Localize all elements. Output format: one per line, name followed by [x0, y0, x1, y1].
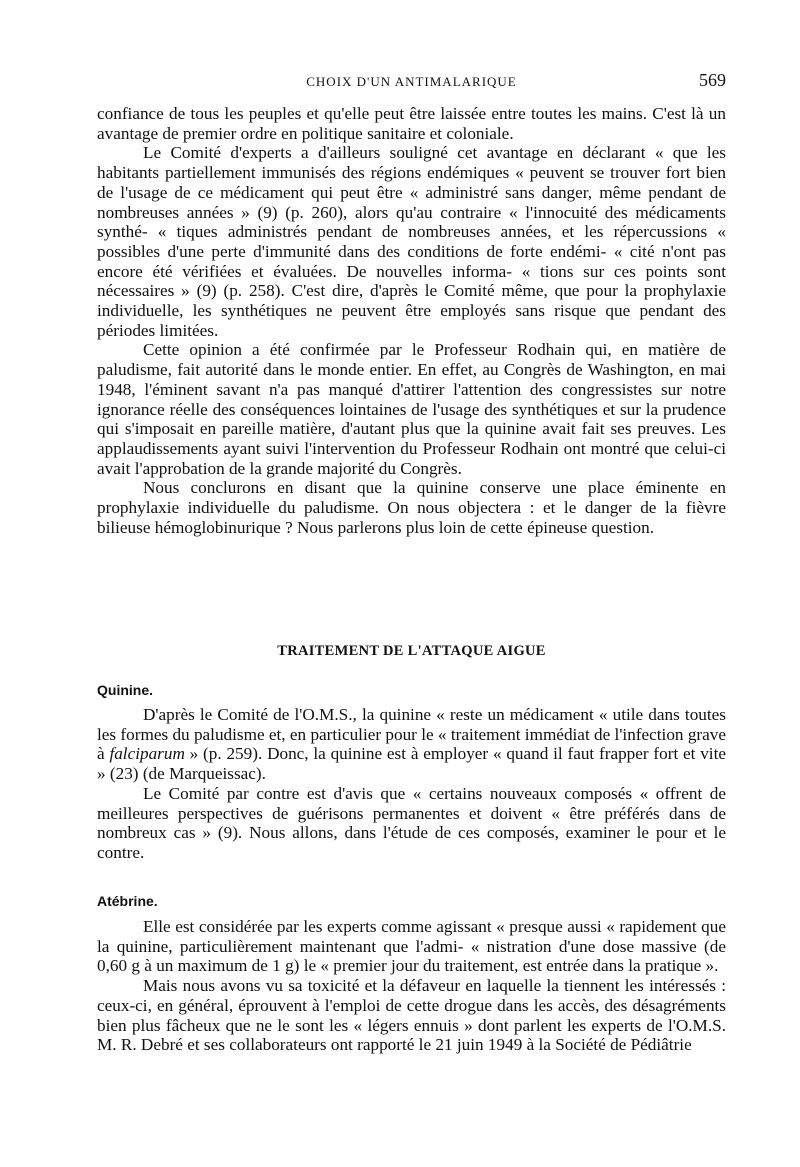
section-title: TRAITEMENT DE L'ATTAQUE AIGUE [277, 643, 546, 659]
paragraph: Le Comité par contre est d'avis que « certains nouveaux composés « offrent de meilleures perspectives de guérisons permanentes et doivent « être préférés dans de nombreux cas » (9). Nous allons, dans l'étude de ces composés, examiner le pour et le contre. [97, 783, 726, 862]
page-number: 569 [699, 70, 726, 90]
paragraph: Le Comité d'experts a d'ailleurs souligné cet avantage en déclarant « que les habitants partiellement immunisés des régions endémiques « peuvent se trouver fort bien de l'usage de ce médicament qui peut être « administré sans danger, même pendant de nombreuses années » (9) (p. 260), alors qu'au contraire « l'innocuité des médicaments synthé- « tiques administrés pendant de nombreuses années, et les répercussions « possibles d'une perte d'immunité dans des conditions de forte endémi- « cité n'ont pas encore été vérifiées et évaluées. De nouvelles informa- « tions sur ces points sont nécessaires » (9) (p. 258). C'est dire, d'après le Comité même, que pour la prophylaxie individuelle, les synthétiques ne peuvent être employés sans risque que pendant des périodes limitées. [97, 143, 726, 340]
paragraph: Elle est considérée par les experts comme agissant « presque aussi « rapidement que la quinine, particulièrement maintenant que l'admi- « nistration d'une dose massive (de 0,60 g à un maximum de 1 g) le « premier jour du traitement, est entrée dans la pratique ». [97, 917, 726, 976]
paragraph: Nous conclurons en disant que la quinine conserve une place éminente en prophylaxie individuelle du paludisme. On nous objectera : et le danger de la fièvre bilieuse hémoglobinurique ? Nous parlerons plus loin de cette épineuse question. [97, 478, 726, 537]
text-run: D'après le Comité de l'O.M.S., la quinine « reste un médicament « utile dans toutes les formes du paludisme et, en particulier pour le « traitement immédiat de l'infection grave à [97, 705, 726, 764]
text-block-quinine [97, 705, 726, 863]
subheading-atebrine: Atébrine. [97, 893, 158, 909]
paragraph: confiance de tous les peuples et qu'elle peut être laissée entre toutes les mains. C'est là un avantage de premier ordre en politique sanitaire et coloniale. [97, 104, 726, 143]
subheading-quinine: Quinine. [97, 682, 153, 698]
text-run: » (p. 259). Donc, la quinine est à employer « quand il faut frapper fort et vite » (23) (de Marqueissac). [97, 744, 726, 784]
paragraph [97, 705, 726, 784]
paragraph: Cette opinion a été confirmée par le Professeur Rodhain qui, en matière de paludisme, fait autorité dans le monde entier. En effet, au Congrès de Washington, en mai 1948, l'éminent savant n'a pas manqué d'attirer l'attention des congressistes sur notre ignorance réelle des conséquences lointaines de l'usage des synthétiques et sur la prudence qui s'imposait en pareille matière, d'autant plus que la quinine avait fait ses preuves. Les applaudissements ayant suivi l'intervention du Professeur Rodhain ont montré que celui-ci avait l'approbation de la grande majorité du Congrès. [97, 340, 726, 478]
running-title: CHOIX D'UN ANTIMALARIQUE [306, 74, 517, 89]
italic-term: falciparum [109, 744, 185, 764]
paragraph: Mais nous avons vu sa toxicité et la défaveur en laquelle la tiennent les intéressés : ceux-ci, en général, éprouvent à l'emploi de cette drogue dans les accès, des désagréments bien plus fâcheux que ne le sont les « légers ennuis » dont parlent les experts de l'O.M.S. M. R. Debré et ses collaborateurs ont rapporté le 21 juin 1949 à la Société de Pédiâtrie [97, 976, 726, 1055]
text-block-prophylaxie [97, 104, 726, 537]
running-head [97, 70, 726, 94]
text-block-atebrine [97, 917, 726, 1055]
